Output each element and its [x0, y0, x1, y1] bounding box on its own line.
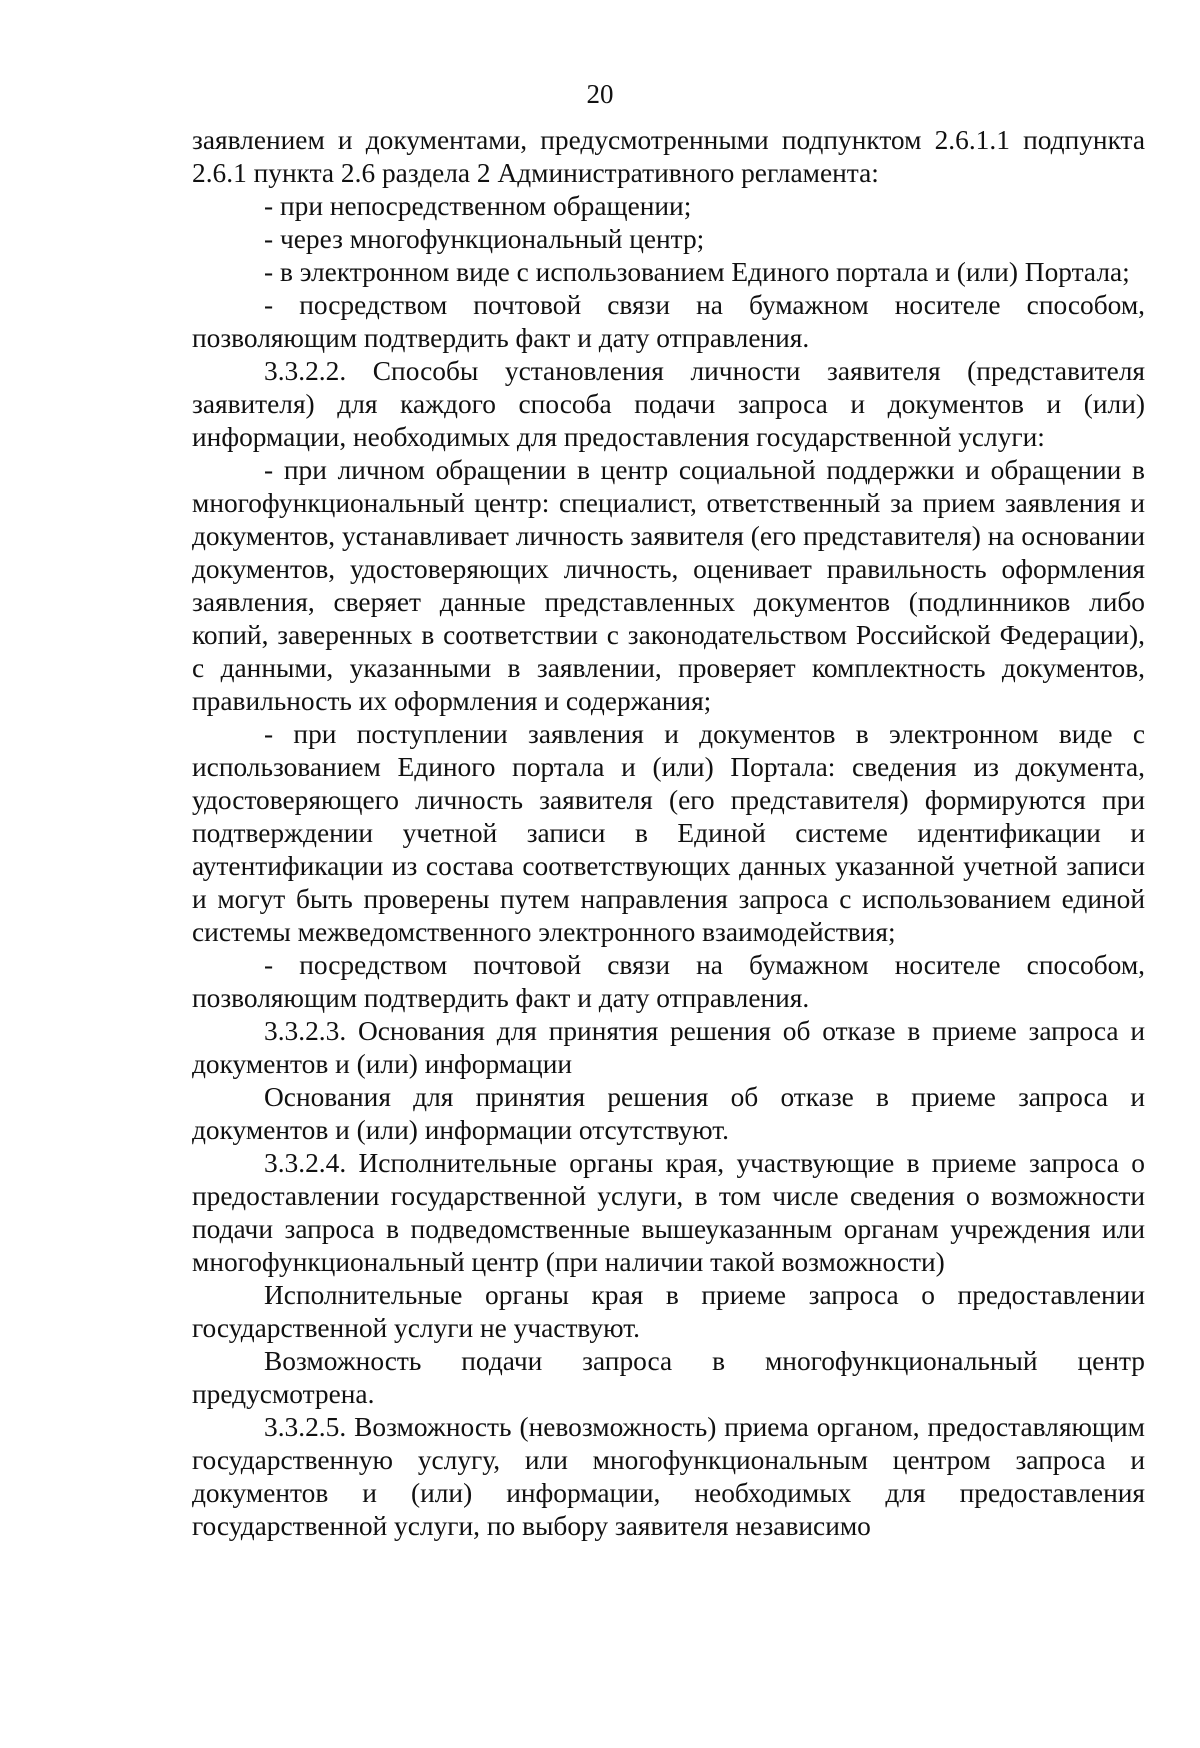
list-item-postal: - посредством почтовой связи на бумажном носителе способом, позволяющим подтвердить факт и дату отправления.	[192, 290, 1145, 353]
section-3-3-2-3: 3.3.2.3. Основания для принятия решения об отказе в приеме запроса и документов и (или) информации	[192, 1016, 1145, 1079]
refusal-grounds-absent: Основания для принятия решения об отказе в приеме запроса и документов и (или) информации отсутствуют.	[192, 1082, 1145, 1145]
page-number: 20	[586, 79, 614, 109]
section-3-3-2-2: 3.3.2.2. Способы установления личности заявителя (представителя заявителя) для каждого способа подачи запроса и документов и (или) информации, необходимых для предоставления государственной услуги:	[192, 356, 1145, 452]
list-item-electronic-identification: - при поступлении заявления и документов в электронном виде с использованием Единого портала и (или) Портала: сведения из документа, удостоверяющего личность заявителя (его представителя) формируются при подтверждении учетной записи в Единой системе идентификации и аутентификации из состава соответствующих данных указанной учетной записи и могут быть проверены путем направления запроса с использованием единой системы межведомственного электронного взаимодействия;	[192, 719, 1145, 947]
document-body	[192, 124, 1145, 1543]
list-item-personal-appeal: - при личном обращении в центр социальной поддержки и обращении в многофункциональный центр: специалист, ответственный за прием заявления и документов, устанавливает личность заявителя (его представителя) на основании документов, удостоверяющих личность, оценивает правильность оформления заявления, сверяет данные представленных документов (подлинников либо копий, заверенных в соответствии с законодательством Российской Федерации), с данными, указанными в заявлении, проверяет комплектность документов, правильность их оформления и содержания;	[192, 455, 1146, 716]
paragraph-continuation: заявлением и документами, предусмотренными подпунктом 2.6.1.1 подпункта 2.6.1 пункта 2.6 раздела 2 Административного регламента:	[192, 125, 1145, 188]
list-item-direct-appeal: - при непосредственном обращении;	[264, 191, 692, 221]
section-3-3-2-4: 3.3.2.4. Исполнительные органы края, участвующие в приеме запроса о предоставлении государственной услуги, в том числе сведения о возможности подачи запроса в подведомственные вышеуказанным органам учреждения или многофункциональный центр (при наличии такой возможности)	[192, 1148, 1145, 1277]
executive-bodies-not-participating: Исполнительные органы края в приеме запроса о предоставлении государственной услуги не участвуют.	[192, 1280, 1145, 1343]
list-item-mfc: - через многофункциональный центр;	[264, 224, 705, 254]
mfc-submission-possible: Возможность подачи запроса в многофункциональный центр предусмотрена.	[192, 1346, 1145, 1409]
section-3-3-2-5: 3.3.2.5. Возможность (невозможность) приема органом, предоставляющим государственную услугу, или многофункциональным центром запроса и документов и (или) информации, необходимых для предоставления государственной услуги, по выбору заявителя независимо	[192, 1412, 1145, 1541]
list-item-electronic: - в электронном виде с использованием Единого портала и (или) Портала;	[264, 257, 1130, 287]
list-item-postal-identification: - посредством почтовой связи на бумажном носителе способом, позволяющим подтвердить факт и дату отправления.	[192, 950, 1145, 1013]
